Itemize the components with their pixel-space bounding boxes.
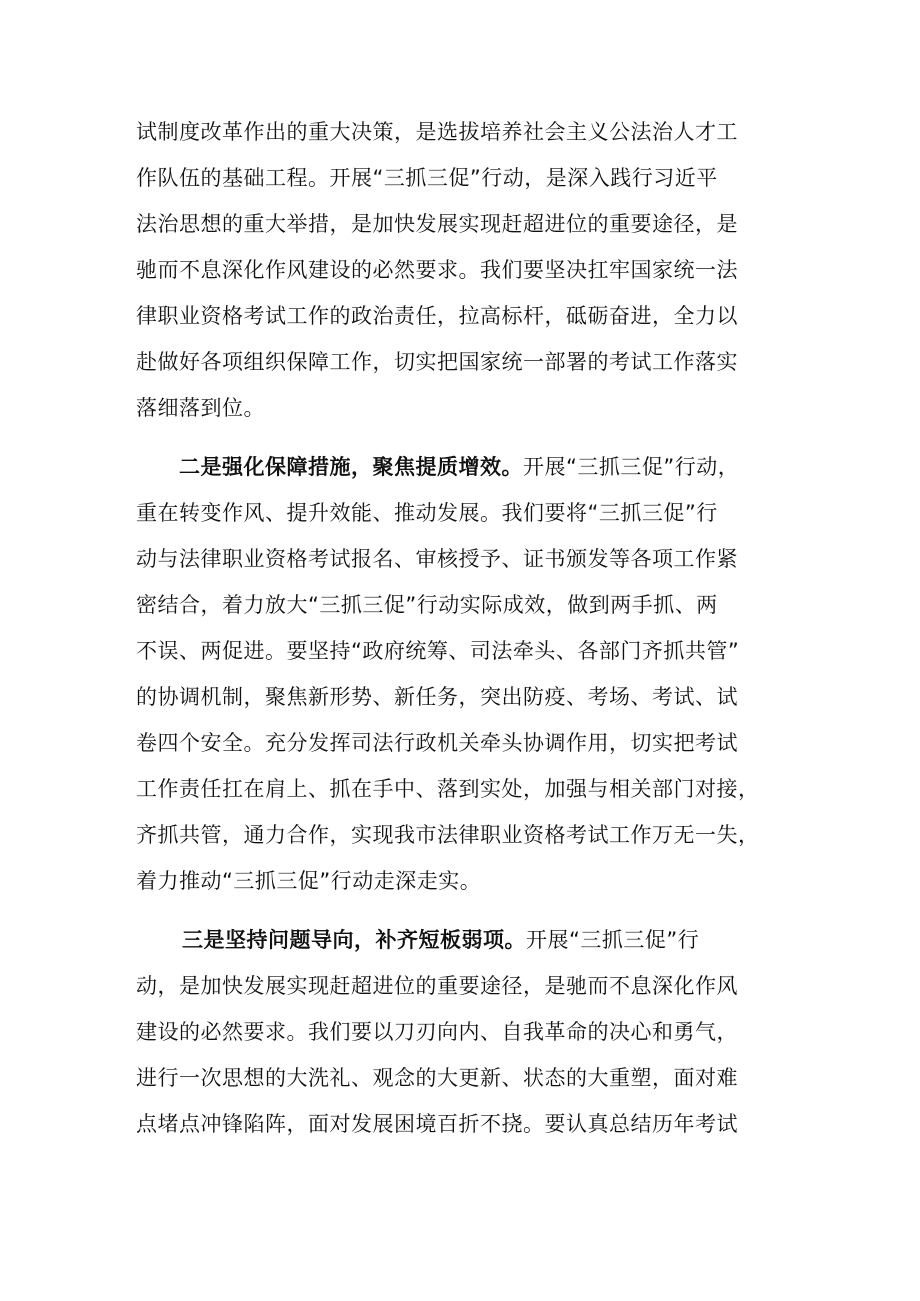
paragraph-line: 律职业资格考试工作的政治责任，拉高标杆，砥砺奋进，全力以 (136, 304, 738, 328)
paragraph-line: 作队伍的基础工程。开展“三抓三促”行动，是深入践行习近平 (136, 166, 718, 190)
section-3-first-line-text: 开展“三抓三促”行 (526, 928, 700, 952)
paragraph-line: 赴做好各项组织保障工作，切实把国家统一部署的考试工作落实 (136, 350, 738, 374)
paragraph-line: 进行一次思想的大洗礼、观念的大更新、状态的大重塑，面对难 (136, 1066, 738, 1090)
paragraph-line: 卷四个安全。充分发挥司法行政机关牵头协调作用，切实把考试 (136, 731, 738, 755)
paragraph-line: 动与法律职业资格考试报名、审核授予、证书颁发等各项工作紧 (136, 547, 738, 571)
paragraph-line: 重在转变作风、提升效能、推动发展。我们要将“三抓三促”行 (136, 501, 718, 525)
paragraph-line: 落细落到位。 (136, 396, 265, 420)
paragraph-line: 法治思想的重大举措，是加快发展实现赶超进位的重要途径，是 (136, 212, 738, 236)
paragraph-line: 密结合，着力放大“三抓三促”行动实际成效，做到两手抓、两 (136, 593, 718, 617)
paragraph-line: 齐抓共管，通力合作，实现我市法律职业资格考试工作万无一失， (136, 823, 760, 847)
paragraph-line: 动，是加快发展实现赶超进位的重要途径，是驰而不息深化作风 (136, 974, 738, 998)
paragraph-line: 工作责任扛在肩上、抓在手中、落到实处，加强与相关部门对接， (136, 777, 760, 801)
section-2-first-line (179, 450, 839, 484)
section-2-heading: 二是强化保障措施，聚焦提质增效。 (179, 455, 523, 479)
paragraph-line: 点堵点冲锋陷阵，面对发展困境百折不挠。要认真总结历年考试 (136, 1112, 738, 1136)
section-3-first-line (182, 923, 842, 957)
paragraph-line: 驰而不息深化作风建设的必然要求。我们要坚决扛牢国家统一法 (136, 258, 738, 282)
paragraph-line: 建设的必然要求。我们要以刀刃向内、自我革命的决心和勇气， (136, 1020, 738, 1044)
paragraph-line: 不误、两促进。要坚持“政府统筹、司法牵头、各部门齐抓共管” (136, 639, 740, 663)
paragraph-line: 着力推动“三抓三促”行动走深走实。 (136, 869, 482, 893)
paragraph-line: 试制度改革作出的重大决策，是选拔培养社会主义公法治人才工 (136, 120, 738, 144)
section-3-heading: 三是坚持问题导向，补齐短板弱项。 (182, 928, 526, 952)
section-2-first-line-text: 开展“三抓三促”行动， (523, 455, 740, 479)
paragraph-line: 的协调机制，聚焦新形势、新任务，突出防疫、考场、考试、试 (136, 685, 738, 709)
